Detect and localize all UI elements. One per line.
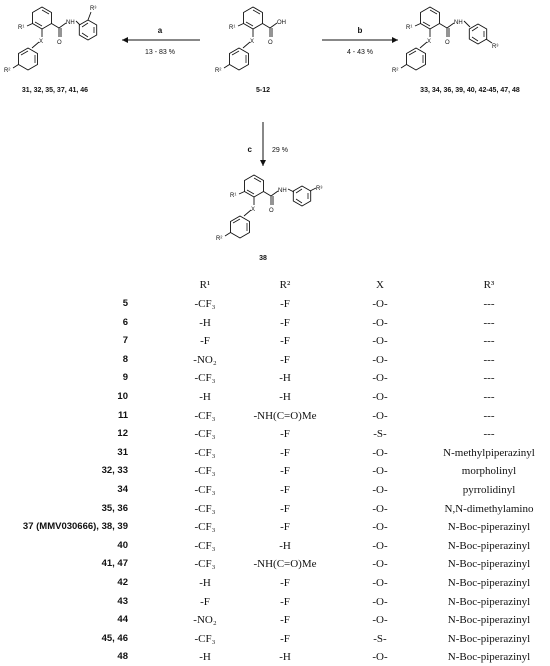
cell-r3: --- [483, 335, 495, 348]
cell-r2: -F [280, 353, 290, 366]
cell-r3: --- [483, 391, 495, 403]
cell-r2: -F [280, 298, 290, 310]
reaction-scheme [0, 0, 550, 262]
header-r1: R¹ [199, 279, 211, 291]
svg-text:R²: R² [216, 236, 223, 242]
cell-x: -O- [372, 316, 388, 329]
cell-compound: 45, 46 [101, 632, 128, 644]
svg-text:R¹: R¹ [406, 25, 413, 31]
cell-compound: 42 [117, 577, 128, 588]
table-row [0, 295, 550, 313]
table-row [0, 369, 550, 387]
cell-r1: -CF₃ [194, 484, 216, 496]
cell-compound: 34 [117, 484, 128, 495]
svg-text:NH: NH [278, 188, 287, 194]
svg-text:29 %: 29 % [272, 147, 288, 154]
cell-x: -O- [372, 353, 388, 366]
table-row [0, 574, 550, 592]
header-r2: R² [279, 279, 291, 291]
bottom-compound-label: 38 [259, 255, 267, 262]
cell-r3: N-Boc-piperazinyl [447, 521, 531, 534]
cell-r1: -CF₃ [194, 558, 216, 571]
cell-r1: -CF₃ [194, 298, 216, 310]
cell-x: -O- [372, 298, 388, 310]
cell-compound: 10 [117, 391, 128, 402]
svg-text:R¹: R¹ [230, 193, 237, 199]
cell-r2: -H [279, 391, 291, 403]
table-header [0, 276, 550, 294]
svg-text:R³: R³ [492, 44, 499, 50]
cell-r1: -CF₃ [194, 521, 216, 534]
cell-x: -O- [372, 446, 388, 459]
cell-x: -O- [372, 484, 388, 496]
cell-r2: -F [280, 484, 290, 496]
table-row [0, 537, 550, 555]
cell-x: -O- [372, 391, 388, 403]
cell-x: -O- [372, 539, 388, 552]
svg-text:X: X [250, 39, 255, 45]
cell-r2: -F [280, 595, 290, 608]
cell-r3: N-Boc-piperazinyl [447, 577, 531, 589]
cell-r1: -CF₃ [194, 465, 216, 478]
cell-r2: -F [280, 465, 290, 478]
svg-text:NH: NH [66, 20, 75, 26]
svg-text:R²: R² [4, 68, 11, 74]
cell-compound: 9 [122, 372, 128, 384]
cell-r3: N-Boc-piperazinyl [447, 651, 531, 664]
svg-text:O: O [269, 208, 274, 214]
table-row [0, 314, 550, 332]
table-row [0, 593, 550, 611]
cell-r1: -CF₃ [194, 372, 216, 385]
table-row [0, 425, 550, 443]
svg-text:R²: R² [392, 68, 399, 74]
cell-r2: -H [279, 372, 291, 385]
cell-r3: --- [483, 428, 495, 441]
cell-r1: -NO₂ [193, 353, 217, 366]
cell-r2: -NH(C=O)Me [253, 409, 317, 422]
cell-r1: -CF₃ [194, 632, 216, 645]
svg-text:NH: NH [454, 20, 463, 26]
table-row [0, 611, 550, 629]
cell-compound: 40 [117, 539, 128, 551]
svg-text:R³: R³ [316, 186, 323, 192]
cell-r1: -H [199, 316, 211, 329]
cell-r1: -CF₃ [194, 502, 216, 515]
cell-x: -O- [372, 558, 388, 571]
svg-text:OH: OH [277, 20, 286, 26]
svg-text:a: a [157, 26, 163, 35]
cell-r1: -CF₃ [194, 428, 216, 441]
table-row [0, 332, 550, 350]
cell-compound: 35, 36 [101, 502, 128, 514]
cell-r3: --- [483, 372, 495, 385]
cell-compound: 44 [117, 614, 128, 626]
cell-x: -O- [372, 577, 388, 589]
cell-r3: --- [483, 353, 495, 366]
cell-r3: N,N-dimethylamino [444, 502, 534, 515]
svg-text:R²: R² [215, 68, 222, 74]
cell-r1: -F [200, 595, 210, 608]
structure-bottom-product [216, 175, 322, 242]
cell-x: -S- [373, 428, 387, 441]
svg-text:4 - 43 %: 4 - 43 % [346, 49, 374, 56]
cell-compound: 32, 33 [101, 465, 128, 477]
cell-r2: -F [280, 335, 290, 348]
cell-r2: -F [280, 577, 290, 589]
cell-x: -O- [372, 521, 388, 534]
cell-r3: morpholinyl [461, 465, 517, 478]
cell-r1: -H [199, 391, 211, 403]
table-row [0, 388, 550, 406]
cell-x: -O- [372, 595, 388, 608]
cell-x: -O- [372, 372, 388, 385]
table-row [0, 462, 550, 480]
cell-x: -O- [372, 409, 388, 422]
svg-text:X: X [251, 207, 256, 213]
cell-r2: -H [279, 539, 291, 552]
cell-r2: -F [280, 428, 290, 441]
cell-r3: --- [483, 298, 495, 310]
cell-r3: N-methylpiperazinyl [443, 446, 535, 459]
cell-r2: -F [280, 316, 290, 329]
cell-r3: N-Boc-piperazinyl [447, 614, 531, 627]
cell-compound: 41, 47 [101, 558, 128, 570]
table-row [0, 648, 550, 666]
svg-text:R³: R³ [90, 6, 97, 12]
cell-compound: 7 [122, 335, 128, 347]
header-r3: R³ [483, 279, 495, 291]
svg-text:b: b [357, 26, 363, 35]
cell-r2: -H [279, 651, 291, 664]
structure-right-product [392, 7, 498, 74]
cell-compound: 31 [117, 446, 128, 458]
cell-compound: 6 [122, 316, 128, 328]
left-compound-label: 31, 32, 35, 37, 41, 46 [21, 87, 89, 94]
cell-x: -O- [372, 335, 388, 348]
cell-r3: --- [483, 316, 495, 329]
cell-r3: N-Boc-piperazinyl [447, 539, 531, 552]
table-row [0, 481, 550, 499]
cell-x: -O- [372, 502, 388, 515]
cell-r3: N-Boc-piperazinyl [447, 632, 531, 645]
center-compound-label: 5-12 [255, 87, 271, 94]
cell-compound: 37 (MMV030666), 38, 39 [22, 521, 128, 533]
cell-x: -O- [372, 614, 388, 627]
cell-compound: 11 [117, 409, 128, 421]
cell-x: -O- [372, 465, 388, 478]
cell-r3: N-Boc-piperazinyl [447, 558, 531, 571]
svg-text:R¹: R¹ [229, 25, 236, 31]
cell-r2: -F [280, 632, 290, 645]
cell-r1: -H [199, 577, 211, 589]
table-row [0, 630, 550, 648]
cell-r2: -F [280, 446, 290, 459]
cell-compound: 12 [117, 428, 128, 440]
table-row [0, 500, 550, 518]
cell-r2: -F [280, 614, 290, 627]
table-row [0, 351, 550, 369]
svg-text:13 - 83 %: 13 - 83 % [145, 49, 175, 56]
structure-center-acid [215, 7, 286, 74]
svg-text:c: c [247, 145, 252, 154]
table-row [0, 555, 550, 573]
right-compound-label: 33, 34, 36, 39, 40, 42-45, 47, 48 [420, 87, 520, 94]
table-row [0, 407, 550, 425]
cell-x: -S- [373, 632, 387, 645]
svg-text:O: O [57, 40, 62, 46]
svg-text:O: O [268, 40, 273, 46]
header-x: X [376, 279, 384, 291]
cell-compound: 5 [122, 298, 128, 309]
cell-r2: -F [280, 502, 290, 515]
cell-r3: --- [483, 409, 495, 422]
cell-r2: -F [280, 521, 290, 534]
cell-r2: -NH(C=O)Me [253, 558, 317, 571]
svg-text:O: O [445, 40, 450, 46]
cell-r1: -CF₃ [194, 446, 216, 459]
structure-left-product [4, 6, 97, 74]
cell-r1: -H [199, 651, 211, 664]
svg-text:X: X [39, 39, 44, 45]
table-row [0, 518, 550, 536]
cell-r1: -CF₃ [194, 539, 216, 552]
table-row [0, 444, 550, 462]
cell-x: -O- [372, 651, 388, 664]
svg-text:X: X [427, 39, 432, 45]
cell-r1: -CF₃ [194, 409, 216, 422]
cell-r1: -NO₂ [193, 614, 217, 627]
cell-compound: 48 [117, 651, 128, 663]
cell-r3: N-Boc-piperazinyl [447, 595, 531, 608]
cell-r3: pyrrolidinyl [462, 484, 516, 496]
cell-r1: -F [200, 335, 210, 348]
cell-compound: 8 [122, 353, 128, 365]
cell-compound: 43 [117, 595, 128, 607]
svg-text:R¹: R¹ [18, 25, 25, 31]
